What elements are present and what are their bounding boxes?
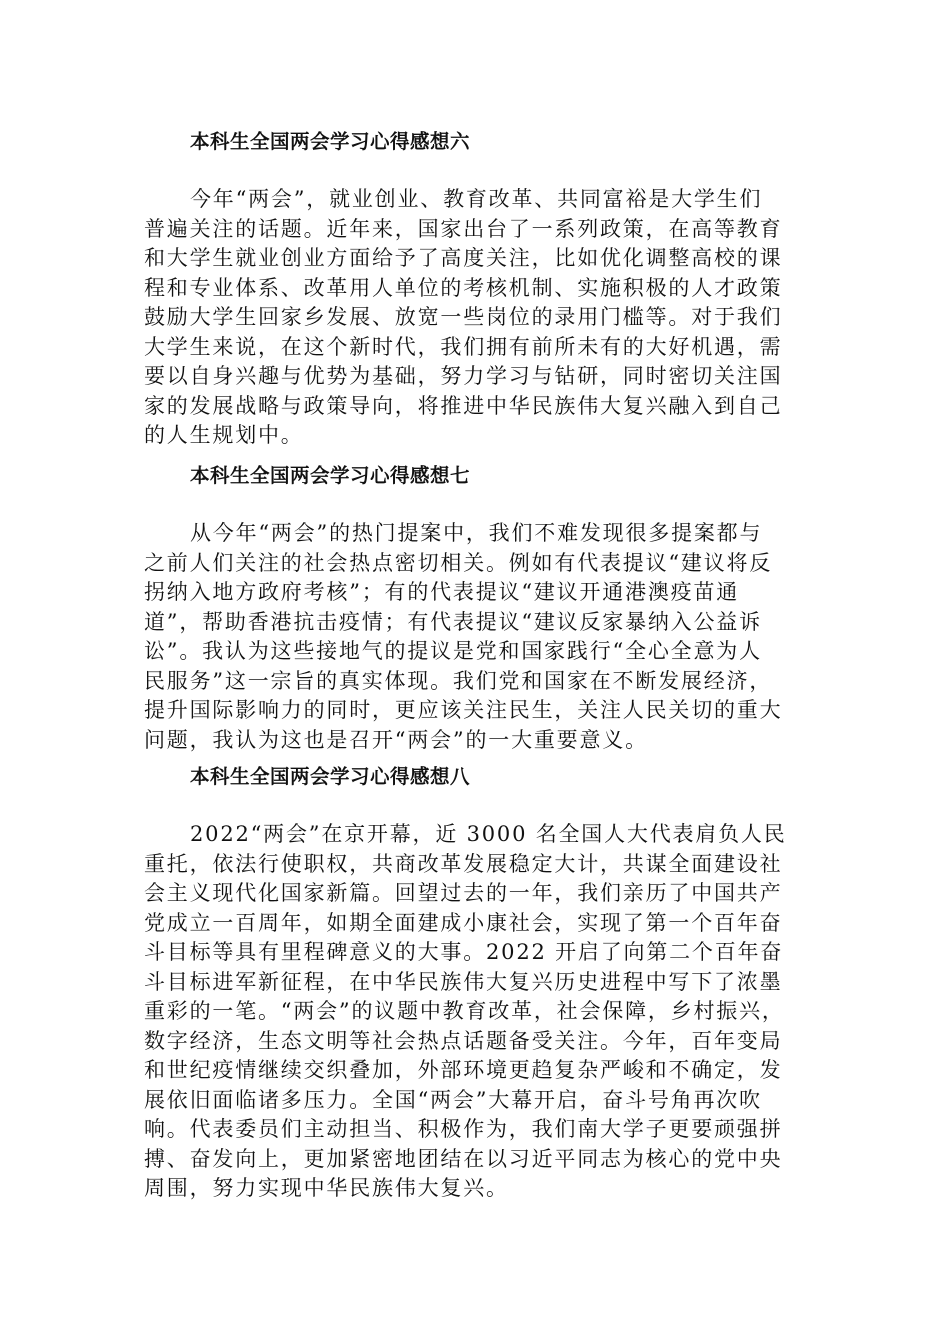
section-heading: 本科生全国两会学习心得感想六 <box>190 130 471 153</box>
paragraph-line: 斗目标等具有里程碑意义的大事。2022 开启了向第二个百年奋 <box>144 940 784 964</box>
paragraph-line: 重托，依法行使职权，共商改革发展稳定大计，共谋全面建设社 <box>144 851 783 876</box>
section-seven <box>144 462 806 755</box>
paragraph-line: 提升国际影响力的同时，更应该关注民生，关注人民关切的重大 <box>144 698 783 722</box>
section-body <box>144 185 806 451</box>
paragraph-line: 搏、奋发向上，更加紧密地团结在以习近平同志为核心的党中央 <box>144 1146 783 1171</box>
paragraph-line: 从今年“两会”的热门提案中，我们不难发现很多提案都与 <box>190 521 763 545</box>
paragraph-line: 和大学生就业创业方面给予了高度关注，比如优化调整高校的课 <box>144 246 783 270</box>
paragraph-line: 程和专业体系、改革用人单位的考核机制、实施积极的人才政策 <box>144 275 783 300</box>
paragraph-line: 斗目标进军新征程，在中华民族伟大复兴历史进程中写下了浓墨 <box>144 969 783 994</box>
paragraph-line: 拐纳入地方政府考核”；有的代表提议“建议开通港澳疫苗通 <box>144 580 740 604</box>
paragraph-line: 今年“两会”，就业创业、教育改革、共同富裕是大学生们 <box>190 187 763 211</box>
paragraph-line: 民服务”这一宗旨的真实体现。我们党和国家在不断发展经济， <box>144 668 773 693</box>
paragraph-line: 要以自身兴趣与优势为基础，努力学习与钻研，同时密切关注国 <box>144 364 783 388</box>
paragraph-line: 鼓励大学生回家乡发展、放宽一些岗位的录用门槛等。对于我们 <box>144 305 783 329</box>
paragraph-line: 会主义现代化国家新篇。回望过去的一年，我们亲历了中国共产 <box>144 881 783 905</box>
paragraph-line: 道”，帮助香港抗击疫情；有代表提议“建议反家暴纳入公益诉 <box>144 609 762 634</box>
paragraph-line: 重彩的一笔。“两会”的议题中教育改革，社会保障，乡村振兴， <box>144 999 785 1023</box>
paragraph-line: 周围，努力实现中华民族伟大复兴。 <box>144 1176 509 1200</box>
paragraph-line: 讼”。我认为这些接地气的提议是党和国家践行“全心全意为人 <box>144 639 762 663</box>
section-body <box>144 820 806 1204</box>
section-eight <box>144 763 806 1204</box>
paragraph-line: 响。代表委员们主动担当、积极作为，我们南大学子更要顽强拼 <box>144 1117 783 1141</box>
paragraph-line: 和世纪疫情继续交织叠加，外部环境更趋复杂严峻和不确定，发 <box>144 1058 783 1082</box>
section-heading: 本科生全国两会学习心得感想七 <box>190 464 471 487</box>
paragraph-line: 党成立一百周年，如期全面建成小康社会，实现了第一个百年奋 <box>144 910 783 935</box>
section-heading: 本科生全国两会学习心得感想八 <box>190 765 471 788</box>
paragraph-line: 2022“两会”在京开幕，近 3000 名全国人大代表肩负人民 <box>190 822 787 846</box>
paragraph-line: 大学生来说，在这个新时代，我们拥有前所未有的大好机遇，需 <box>144 334 783 359</box>
paragraph-line: 数字经济，生态文明等社会热点话题备受关注。今年，百年变局 <box>144 1028 783 1053</box>
paragraph-line: 的人生规划中。 <box>144 423 304 447</box>
section-body <box>144 519 806 755</box>
paragraph-line: 展依旧面临诸多压力。全国“两会”大幕开启，奋斗号角再次吹 <box>144 1087 762 1112</box>
section-six <box>144 128 806 451</box>
paragraph-line: 之前人们关注的社会热点密切相关。例如有代表提议“建议将反 <box>144 550 773 575</box>
paragraph-line: 问题，我认为这也是召开“两会”的一大重要意义。 <box>144 727 648 752</box>
paragraph-line: 家的发展战略与政策导向，将推进中华民族伟大复兴融入到自己 <box>144 393 783 418</box>
paragraph-line: 普遍关注的话题。近年来，国家出台了一系列政策，在高等教育 <box>144 216 783 241</box>
